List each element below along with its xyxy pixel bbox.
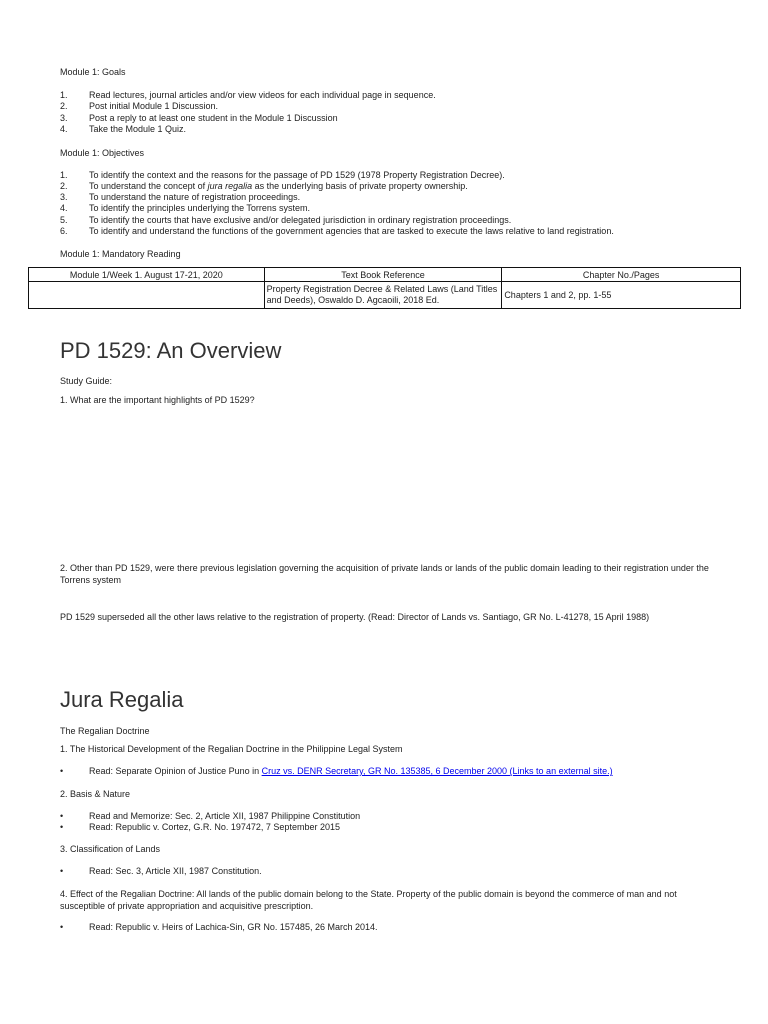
reading-heading: Module 1: Mandatory Reading: [60, 249, 181, 259]
reading-cell-week: [29, 282, 265, 309]
objectives-heading: Module 1: Objectives: [60, 148, 145, 158]
list-item: • Read and Memorize: Sec. 2, Article XII, 1987 Philippine Constitution: [60, 811, 361, 821]
goals-heading: Module 1: Goals: [60, 67, 126, 77]
reading-cell-pages: Chapters 1 and 2, pp. 1-55: [502, 282, 741, 309]
jura-section-4: 4. Effect of the Regalian Doctrine: All lands of the public domain belong to the State. Property of the public domain is beyond the commerce of man and not susceptible of private appropriation and acquisitive prescription.: [60, 889, 677, 911]
objectives-list: 1. To identify the context and the reasons for the passage of PD 1529 (1978 Property Registration Decree). 2. To understand the concept of jura regalia as the underlying basis of private property ownership. 3. To understand the nature of registration proceedings. 4. To identify the principles underlying the Torrens system. 5. To identify the courts that have exclusive and/or delegated jurisdiction in ordinary registration proceedings. 6. To identify and understand the functions of the government agencies that are tasked to execute the laws relative to land registration.: [60, 170, 614, 236]
bullet-icon: •: [60, 922, 64, 932]
reading-header-week: Module 1/Week 1. August 17-21, 2020: [29, 268, 265, 282]
jura-section-3: 3. Classification of Lands: [60, 844, 161, 854]
jura-section-1: 1. The Historical Development of the Regalian Doctrine in the Philippine Legal System: [60, 744, 403, 754]
overview-question-2: 2. Other than PD 1529, were there previous legislation governing the acquisition of private lands or lands of the public domain leading to their registration under the Torrens system: [60, 563, 709, 585]
reading-cell-reference: Property Registration Decree & Related Laws (Land Titles and Deeds), Oswaldo D. Agcaoili, 2018 Ed.: [264, 282, 502, 309]
jura-s1-bullet-text: Read: Separate Opinion of Justice Puno in: [89, 766, 262, 776]
cruz-case-link[interactable]: Cruz vs. DENR Secretary, GR No. 135385, 6 December 2000 (Links to an external site.): [261, 766, 613, 776]
overview-answer: PD 1529 superseded all the other laws relative to the registration of property. (Read: Director of Lands vs. Santiago, GR No. L-41278, 15 April 1988): [60, 612, 650, 622]
bullet-icon: •: [60, 866, 64, 876]
bullet-icon: •: [60, 766, 64, 776]
overview-title: PD 1529: An Overview: [60, 338, 282, 363]
jura-section-2: 2. Basis & Nature: [60, 789, 131, 799]
bullet-icon: •: [60, 811, 64, 821]
overview-question-1: 1. What are the important highlights of PD 1529?: [60, 395, 255, 405]
list-item: • Read: Republic v. Cortez, G.R. No. 197472, 7 September 2015: [60, 822, 340, 832]
reading-table: [28, 267, 741, 309]
reading-header-pages: Chapter No./Pages: [502, 268, 741, 282]
reading-table-header: [29, 268, 741, 282]
list-item: • Read: Sec. 3, Article XII, 1987 Constitution.: [60, 866, 262, 876]
jura-subtitle: The Regalian Doctrine: [60, 726, 150, 736]
goals-list: 1. Read lectures, journal articles and/or view videos for each individual page in sequence. 2. Post initial Module 1 Discussion. 3. Post a reply to at least one student in the Module 1 Discussion 4. Take the Module 1 Quiz.: [60, 90, 436, 134]
bullet-icon: •: [60, 822, 64, 832]
jura-title: Jura Regalia: [60, 687, 184, 712]
list-item: • Read: Republic v. Heirs of Lachica-Sin, GR No. 157485, 26 March 2014.: [60, 922, 378, 932]
reading-header-reference: Text Book Reference: [264, 268, 502, 282]
study-guide-label: Study Guide:: [60, 376, 113, 386]
table-row: [29, 282, 741, 309]
list-item: [60, 766, 742, 778]
